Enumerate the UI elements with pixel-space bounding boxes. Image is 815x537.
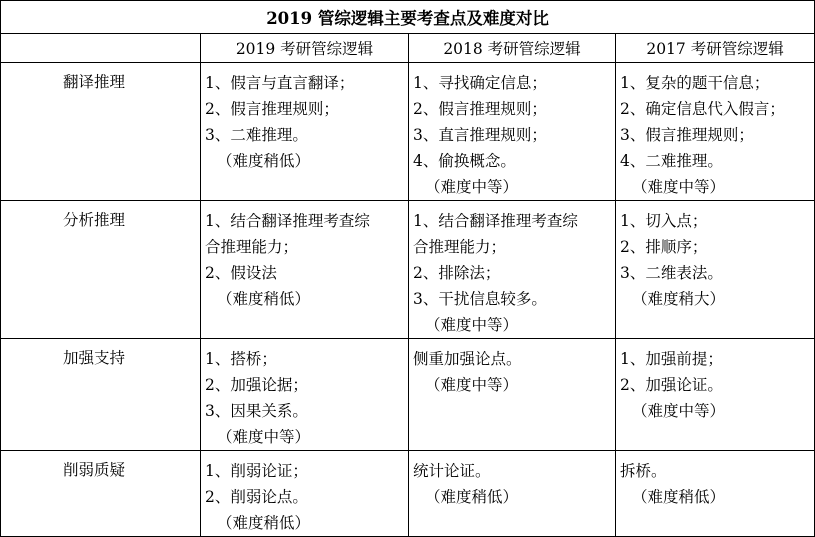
table-cell <box>409 451 616 537</box>
cell-line: 3、直言推理规则； <box>413 126 547 144</box>
table-cell <box>409 201 616 339</box>
cell-line: 3、二难推理。 <box>205 126 308 144</box>
cell-line: 1、结合翻译推理考查综 <box>205 212 370 230</box>
difficulty-note: （难度中等） <box>425 316 519 334</box>
difficulty-note: （难度中等） <box>632 178 726 196</box>
difficulty-note: （难度中等） <box>632 402 726 420</box>
header-cell-empty <box>1 34 201 63</box>
table-cell <box>616 451 815 537</box>
cell-line: 4、偷换概念。 <box>413 152 516 170</box>
cell-line: 2、加强论据； <box>205 376 308 394</box>
table-cell <box>201 339 409 451</box>
cell-line: 2、削弱论点。 <box>205 488 308 506</box>
table-title: 2019 管综逻辑主要考查点及难度对比 <box>1 1 815 34</box>
cell-line: 3、二维表法。 <box>620 264 723 282</box>
cell-line: 合推理能力； <box>413 238 507 256</box>
row-label: 削弱质疑 <box>1 451 201 537</box>
header-row <box>1 34 815 63</box>
cell-line: 2、假言推理规则； <box>413 100 547 118</box>
cell-line: 2、假言推理规则； <box>205 100 339 118</box>
title-row <box>1 1 815 34</box>
difficulty-note: （难度中等） <box>425 376 519 394</box>
cell-line: 2、假设法 <box>205 264 277 282</box>
table-cell <box>616 339 815 451</box>
cell-line: 统计论证。 <box>413 462 491 480</box>
cell-line: 1、加强前提； <box>620 350 723 368</box>
table-cell <box>409 339 616 451</box>
table-cell <box>409 63 616 201</box>
difficulty-note: （难度稍低） <box>425 488 519 506</box>
cell-line: 1、复杂的题干信息； <box>620 74 770 92</box>
cell-line: 侧重加强论点。 <box>413 350 522 368</box>
difficulty-note: （难度稍大） <box>632 290 726 308</box>
cell-line: 4、二难推理。 <box>620 152 723 170</box>
row-label: 翻译推理 <box>1 63 201 201</box>
difficulty-note: （难度稍低） <box>217 290 311 308</box>
cell-line: 2、排除法； <box>413 264 501 282</box>
cell-line: 合推理能力； <box>205 238 299 256</box>
difficulty-note: （难度中等） <box>425 178 519 196</box>
cell-line: 1、寻找确定信息； <box>413 74 547 92</box>
table-cell <box>616 63 815 201</box>
cell-line: 1、切入点； <box>620 212 708 230</box>
cell-line: 3、假言推理规则； <box>620 126 754 144</box>
cell-line: 2、排顺序； <box>620 238 708 256</box>
cell-line: 3、干扰信息较多。 <box>413 290 547 308</box>
difficulty-note: （难度稍低） <box>632 488 726 506</box>
table-row <box>1 63 815 201</box>
table-cell <box>201 451 409 537</box>
difficulty-note: （难度中等） <box>217 428 311 446</box>
cell-line: 1、假言与直言翻译； <box>205 74 355 92</box>
cell-line: 1、搭桥； <box>205 350 277 368</box>
table-row <box>1 451 815 537</box>
header-cell-2018: 2018 考研管综逻辑 <box>409 34 616 63</box>
cell-line: 3、因果关系。 <box>205 402 308 420</box>
table-row <box>1 339 815 451</box>
table-cell <box>201 63 409 201</box>
cell-line: 1、削弱论证； <box>205 462 308 480</box>
header-cell-2019: 2019 考研管综逻辑 <box>201 34 409 63</box>
table-cell <box>616 201 815 339</box>
table-row <box>1 201 815 339</box>
row-label: 加强支持 <box>1 339 201 451</box>
difficulty-note: （难度稍低） <box>217 152 311 170</box>
difficulty-note: （难度稍低） <box>217 514 311 532</box>
header-cell-2017: 2017 考研管综逻辑 <box>616 34 815 63</box>
cell-line: 拆桥。 <box>620 462 667 480</box>
table-cell <box>201 201 409 339</box>
row-label: 分析推理 <box>1 201 201 339</box>
cell-line: 2、加强论证。 <box>620 376 723 394</box>
cell-line: 1、结合翻译推理考查综 <box>413 212 578 230</box>
cell-line: 2、确定信息代入假言； <box>620 100 785 118</box>
